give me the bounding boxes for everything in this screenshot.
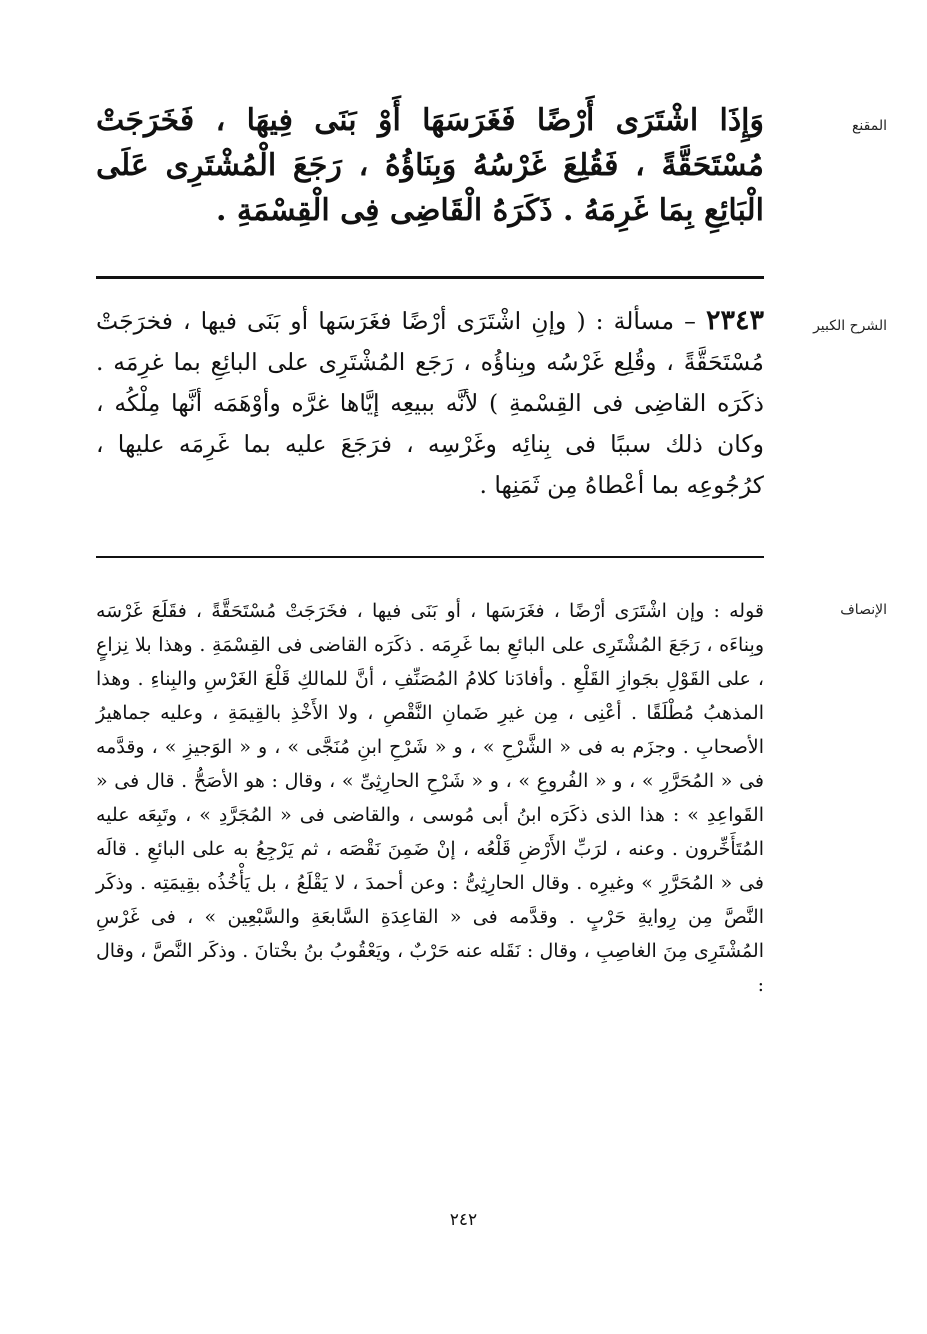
insaf-text: قوله : وإن اشْتَرَى أرْضًا ، فغَرَسَها ، أو بَنَى فيها ، فخَرَجَتْ مُسْتَحَقَّةً ، فقَلَعَ غَرْسَه وبِناءَه ، رَجَعَ المُشْتَرِى على البائعِ بما غَرِمَه . ذكَرَه القاضى فى القِسْمَةِ . وهذا بلا نِزاعٍ ، على القَوْلِ بجَوازِ القَلْعِ . وأفادَنا كلامُ المُصَنِّفِ ، أنَّ للمالكِ قَلْعَ الغَرْسِ والبِناءِ . وهذا المذهبُ مُطْلَقًا . أعْنِى ، مِن غيرِ ضَمانِ النَّقْصِ ، ولا الأَخْذِ بالقِيمَةِ ، وعليه جماهيرُ الأصحابِ . وجزَم به فى « الشَّرْحِ » ، و « شَرْحِ ابنِ مُنَجَّى » ، و « الوَجيزِ » ، وقدَّمه فى « المُحَرَّرِ » ، و « الفُروعِ » ، و « شَرْحِ الحارِثِىِّ » ، وقال : هو الأصَحُّ . قال فى « القَواعِدِ » : هذا الذى ذكَرَه ابنُ أبى مُوسى ، والقاضى فى « المُجَرَّدِ » ، وتَبِعَه عليه المُتَأَخِّرون . وعنه ، لرَبِّ الأَرْضِ قَلْعُه ، إنْ ضَمِنَ نَقْصَه ، ثم يَرْجِعُ به على البائعِ . قالَه فى « المُحَرَّرِ » وغيرِه . وقال الحارِثِىُّ : وعن أحمدَ ، لا يَقْلَعُ ، بل يَأْخُذُه بقِيمَتِه . وذكَر النَّصَّ مِن رِوايةِ حَرْبٍ . وقدَّمه فى « القاعِدَةِ السَّابعَةِ والسَّبْعِين » ، فى غَرْسِ المُشْتَرِى مِنَ الغاصِبِ ، وقال : نَقَله عنه حَرْبٌ ، ويَعْقُوبُ بنُ بخْتانَ . وذكَر النَّصَّ ، وقال : — [96, 600, 764, 996]
section-label-sharh: الشرح الكبير — [813, 318, 887, 334]
section-divider — [96, 556, 764, 558]
muqni-text: وَإِذَا اشْتَرَى أَرْضًا فَغَرَسَهَا أَوْ بَنَى فِيهَا ، فَخَرَجَتْ مُسْتَحَقَّةً ، فَقُلِعَ غَرْسُهُ وَبِنَاؤُهُ ، رَجَعَ الْمُشْتَرِى عَلَى الْبَائِعِ بِمَا غَرِمَهُ . ذَكَرَهُ الْقَاضِى فِى الْقِسْمَةِ . — [96, 103, 764, 228]
page-number: ٢٤٢ — [449, 1210, 478, 1230]
issue-number: ٢٣٤٣ — [705, 305, 764, 336]
sharh-block — [96, 300, 764, 506]
section-label-insaf: الإنصاف — [840, 602, 887, 618]
section-divider — [96, 276, 764, 279]
section-label-muqni: المقنع — [851, 118, 887, 134]
sharh-text: – مسألة : ( وإنِ اشْتَرَى أرْضًا فغَرَسَها أو بَنَى فيها ، فخرَجَتْ مُسْتَحَقَّةً ، وقُلِع غَرْسُه وبِناؤُه ، رَجَع المُشْتَرِى على البائِعِ بما غرِمَه . ذكَرَه القاضِى فى القِسْمةِ ) لأنَّه ببيعِه إيَّاها غرَّه وأوْهَمَه أنَّها مِلْكُه ، وكان ذلك سببًا فى بِنائِه وغَرْسِه ، فرَجَعَ عليه بما غَرِمَه عليها ، كرُجُوعِه بما أعْطاهُ مِن ثَمَنِها . — [96, 307, 764, 499]
